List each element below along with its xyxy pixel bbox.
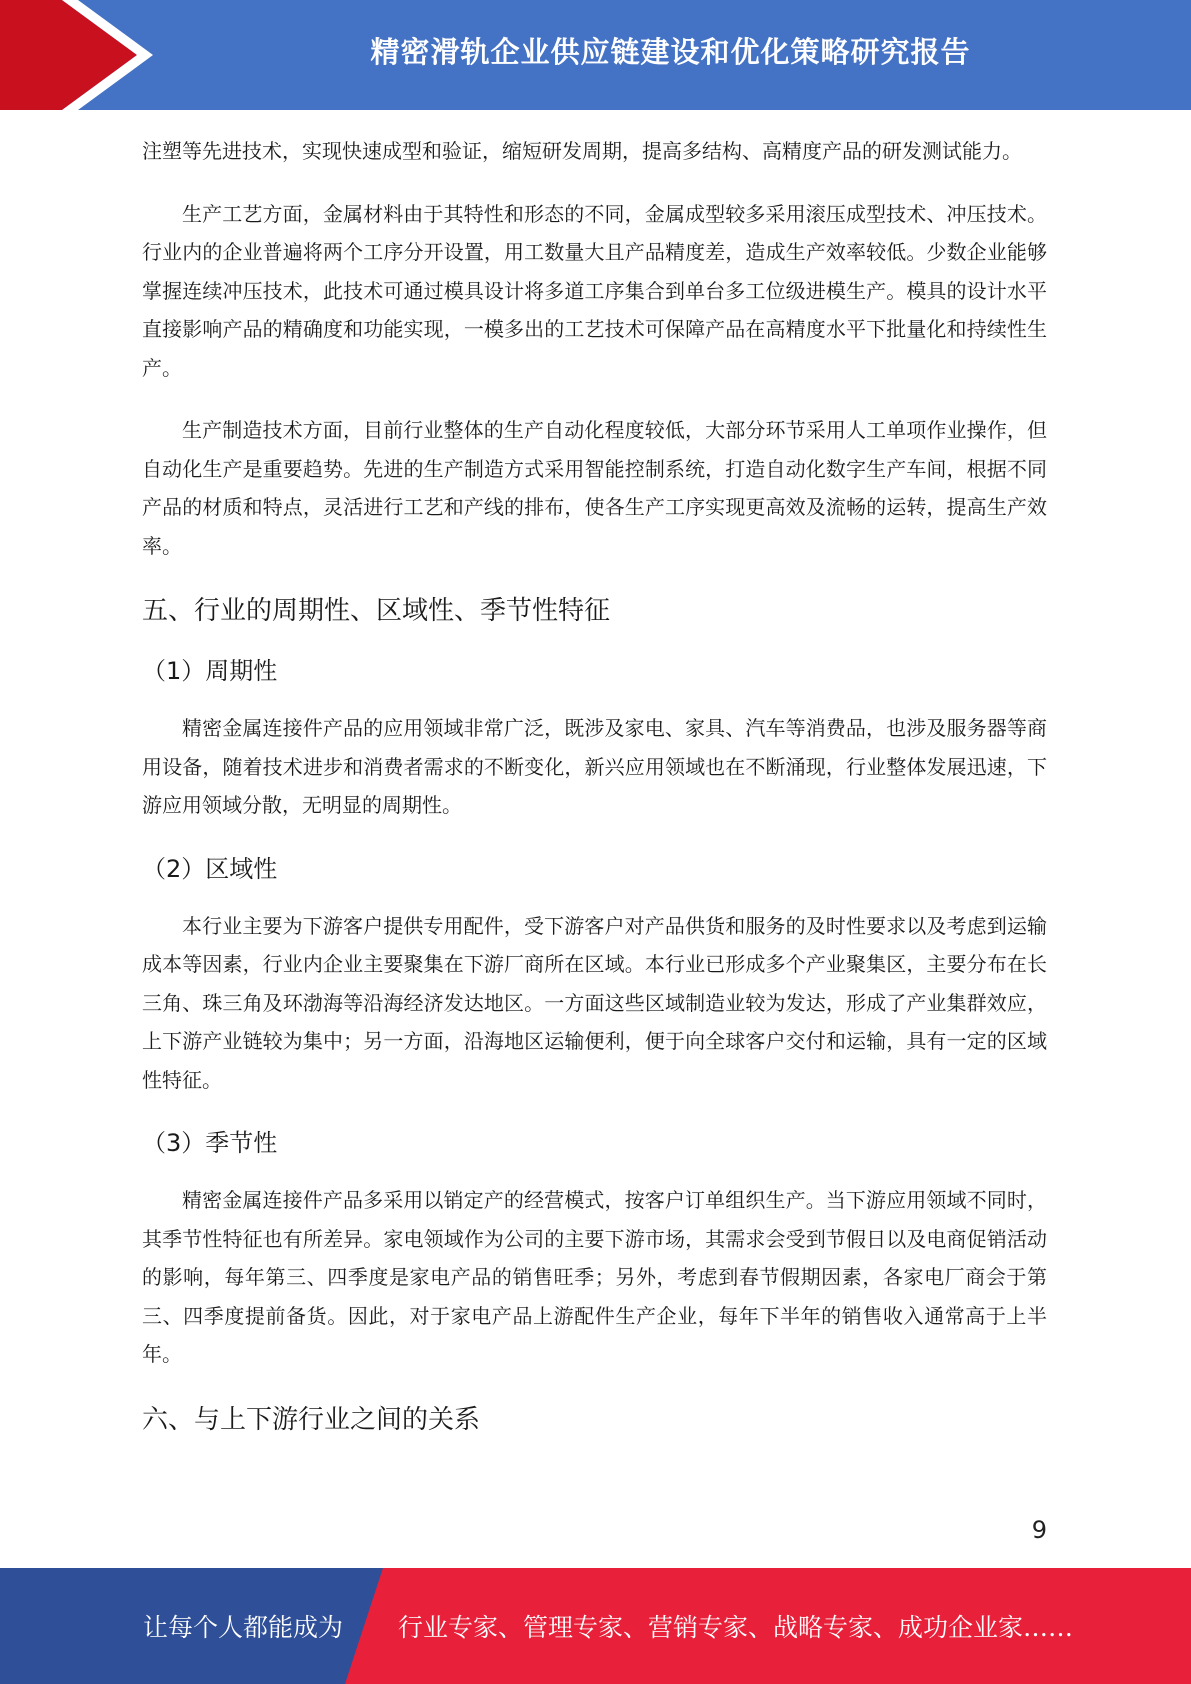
document-body [142, 132, 1047, 1460]
paragraph-regional: 本行业主要为下游客户提供专用配件，受下游客户对产品供货和服务的及时性要求以及考虑到运输成本等因素，行业内企业主要聚集在下游厂商所在区域。本行业已形成多个产业聚集区，主要分布在长三角、珠三角及环渤海等沿海经济发达地区。一方面这些区域制造业较为发达，形成了产业集群效应，上下游产业链较为集中；另一方面，沿海地区运输便利，便于向全球客户交付和运输，具有一定的区域性特征。 [142, 913, 1047, 1092]
footer-slogan-left: 让每个人都能成为 [143, 1613, 344, 1642]
page-number: 9 [1031, 1516, 1047, 1544]
subheading-cyclical: （1）周期性 [142, 657, 278, 685]
paragraph-manufacturing-tech: 生产制造技术方面，目前行业整体的生产自动化程度较低，大部分环节采用人工单项作业操作，但自动化生产是重要趋势。先进的生产制造方式采用智能控制系统，打造自动化数字生产车间，根据不同产品的材质和特点，灵活进行工艺和产线的排布，使各生产工序实现更高效及流畅的运转，提高生产效率。 [142, 418, 1047, 558]
header-title: 精密滑轨企业供应链建设和优化策略研究报告 [370, 34, 971, 69]
section-heading-5: 五、行业的周期性、区域性、季节性特征 [142, 596, 611, 626]
paragraph-seasonal: 精密金属连接件产品多采用以销定产的经营模式，按客户订单组织生产。当下游应用领域不同时，其季节性特征也有所差异。家电领域作为公司的主要下游市场，其需求会受到节假日以及电商促销活动的影响，每年第三、四季度是家电产品的销售旺季；另外，考虑到春节假期因素，各家电厂商会于第三、四季度提前备货。因此，对于家电产品上游配件生产企业，每年下半年的销售收入通常高于上半年。 [142, 1188, 1047, 1366]
subheading-seasonal: （3）季节性 [142, 1129, 278, 1157]
subheading-regional: （2）区域性 [142, 854, 278, 883]
page-footer [0, 1568, 1191, 1684]
page-header [0, 0, 1191, 110]
paragraph-cyclical: 精密金属连接件产品的应用领域非常广泛，既涉及家电、家具、汽车等消费品，也涉及服务器等商用设备，随着技术进步和消费者需求的不断变化，新兴应用领域也在不断涌现，行业整体发展迅速，下游应用领域分散，无明显的周期性。 [142, 716, 1047, 817]
footer-slogan-right: 行业专家、管理专家、营销专家、战略专家、成功企业家…… [398, 1613, 1074, 1642]
paragraph-continued: 注塑等先进技术，实现快速成型和验证，缩短研发周期，提高多结构、高精度产品的研发测试能力。 [142, 139, 1022, 163]
section-heading-6: 六、与上下游行业之间的关系 [142, 1404, 481, 1435]
paragraph-production-process: 生产工艺方面，金属材料由于其特性和形态的不同，金属成型较多采用滚压成型技术、冲压技术。行业内的企业普遍将两个工序分开设置，用工数量大且产品精度差，造成生产效率较低。少数企业能够掌握连续冲压技术，此技术可通过模具设计将多道工序集合到单台多工位级进模生产。模具的设计水平直接影响产品的精确度和功能实现，一模多出的工艺技术可保障产品在高精度水平下批量化和持续性生产。 [142, 201, 1047, 380]
